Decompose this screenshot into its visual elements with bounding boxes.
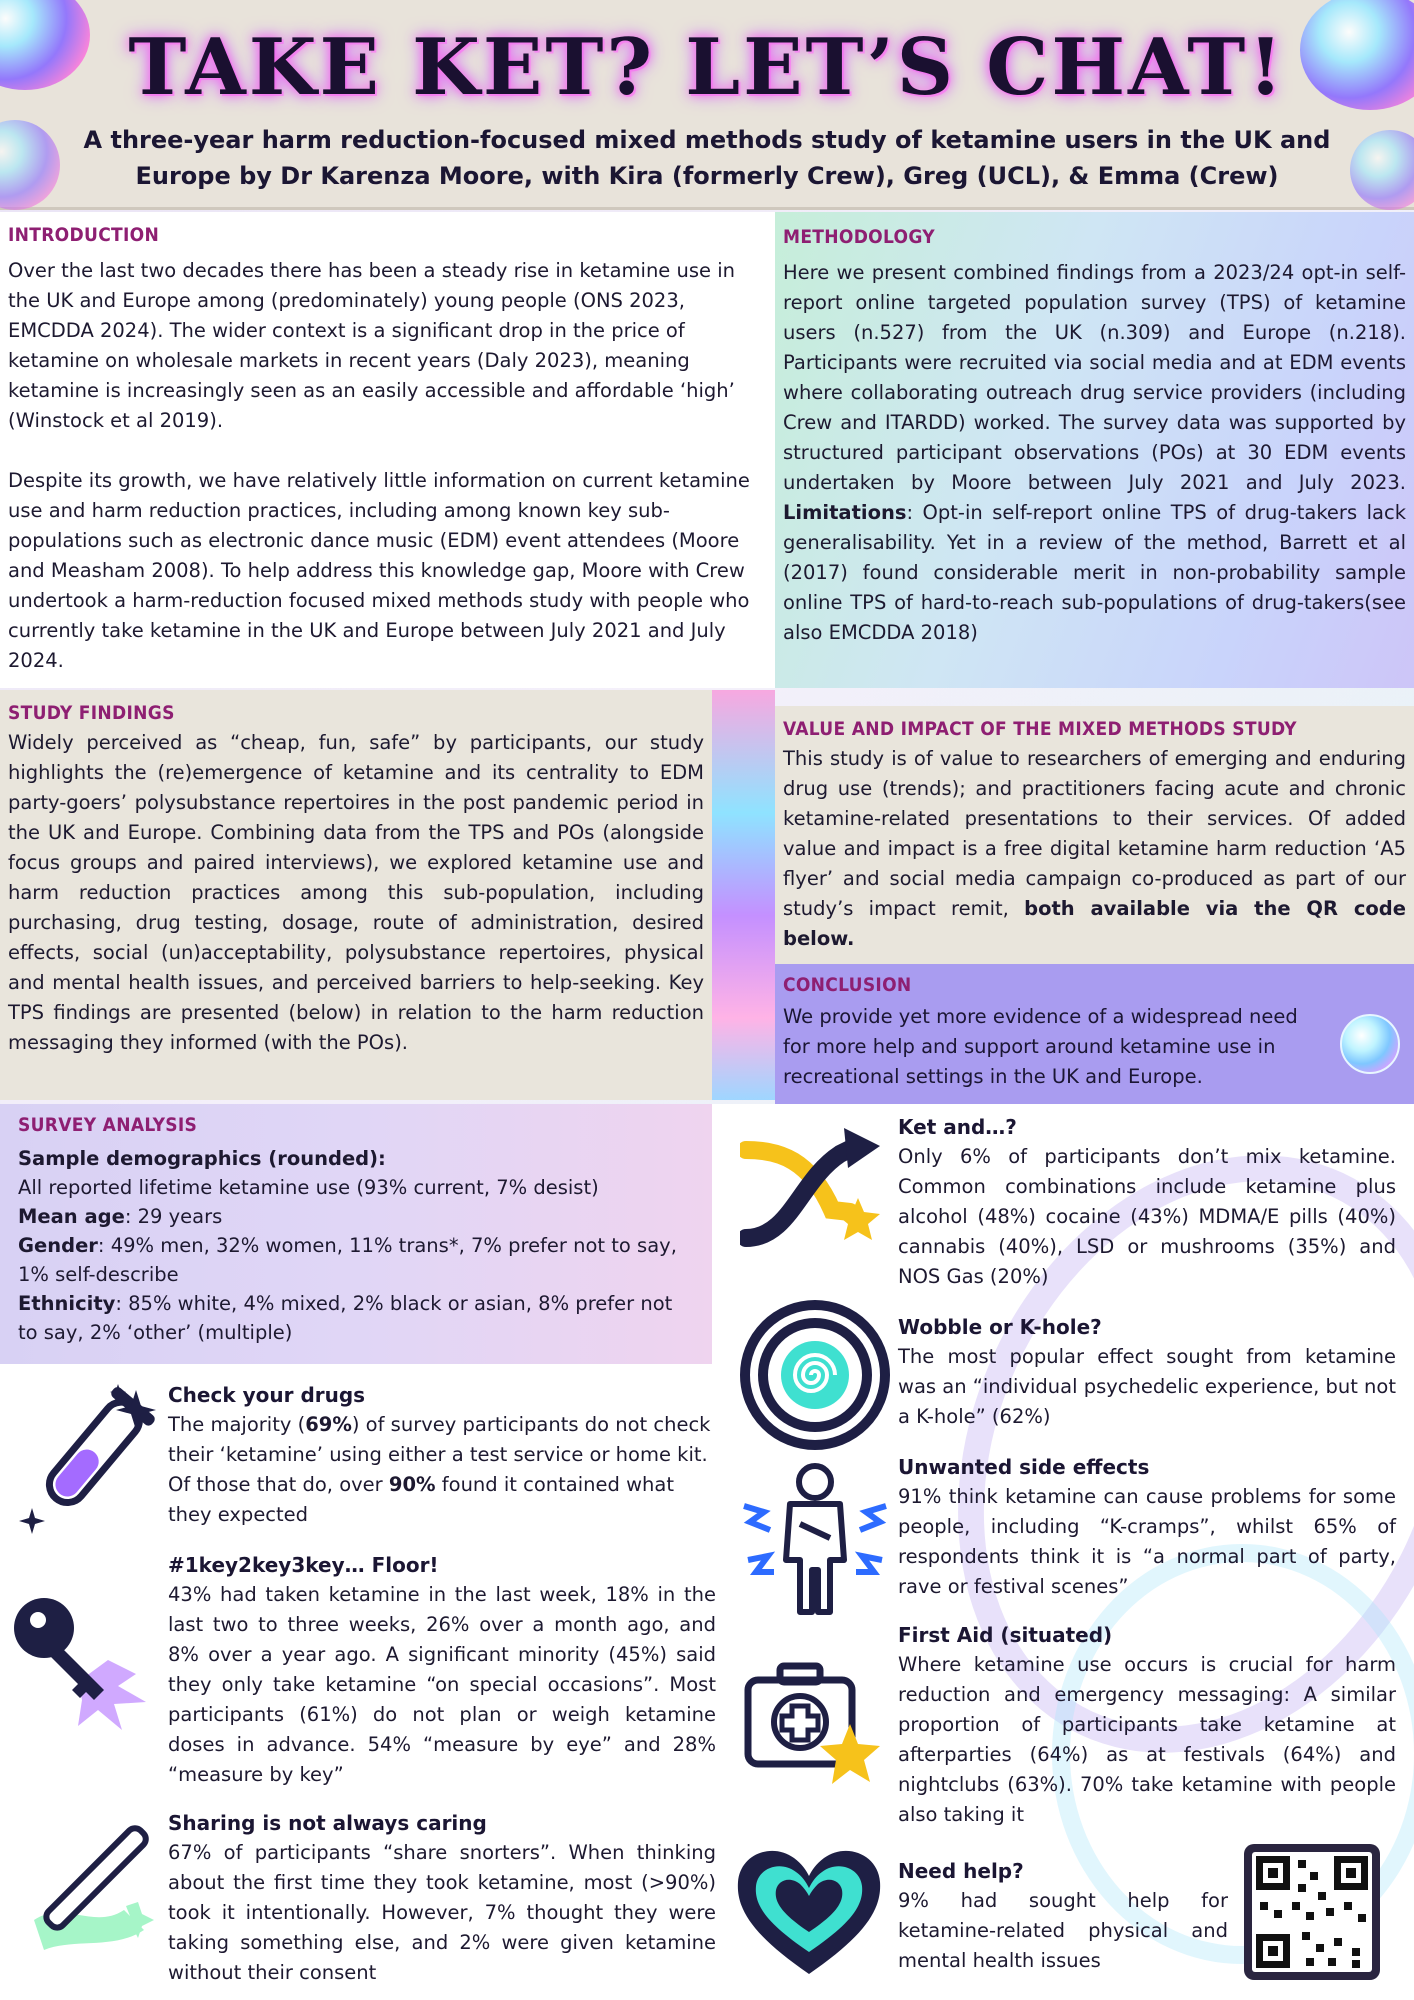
first-aid-text: Where ketamine use occurs is crucial for harm reduction and emergency messaging: A similar proportion of participants take ketamine at afterparties (64%) as at festivals (64%) and nightclubs (63%). 70% take ketamine with people also taking it [898, 1653, 1396, 1826]
ket-and-item [898, 1112, 1396, 1292]
value-impact-text: This study is of value to researchers of emerging and enduring drug use (trends); and practitioners facing acute and chronic ketamine-related presentations to their services. Of added value and impact is a free digital ketamine harm reduction ‘A5 flyer’ and social media campaign co-produced as part of our study’s impact remit, [783, 747, 1406, 920]
floor-item [168, 1550, 716, 1790]
check-text-b: 69% [305, 1413, 352, 1436]
value-impact-heading: VALUE AND IMPACT OF THE MIXED METHODS STUDY [783, 718, 1297, 740]
key-icon [8, 1590, 158, 1740]
need-help-title: Need help? [898, 1859, 1024, 1883]
qr-code[interactable] [1244, 1844, 1380, 1980]
person-cramp-icon [740, 1460, 890, 1620]
check-drugs-text [168, 1410, 716, 1530]
conclusion-section [775, 964, 1414, 1104]
shuffle-arrows-icon [740, 1120, 890, 1260]
poster-title: TAKE KET? LET’S CHAT! [128, 22, 1286, 113]
conclusion-paragraph: We provide yet more evidence of a widespread need for more help and support around ketamine use in recreational settings in the UK and Europe. [783, 1005, 1298, 1088]
methodology-text: Here we present combined findings from a 2023/24 opt-in self-report online targeted population survey (TPS) of ketamine users (n.527) from the UK (n.309) and Europe (n.218). Participants were recruited via social media and at EDM events where collaborating outreach drug service providers (including Crew and ITARDD) worked. The survey data was supported by structured participant observations (POs) at 30 EDM events undertaken by Moore between July 2021 and July 2023. [783, 261, 1406, 494]
ethnicity-label: Ethnicity [18, 1292, 116, 1315]
survey-analysis-section [0, 1104, 712, 1364]
value-impact-paragraph [783, 744, 1406, 954]
sharing-text: 67% of participants “share snorters”. When thinking about the first time they took ketamine, most (>90%) took it intentionally. However, 7% thought they were taking something else, and 2% were given ketamine without their consent [168, 1841, 716, 1984]
first-aid-title: First Aid (situated) [898, 1623, 1113, 1647]
wobble-text: The most popular effect sought from ketamine was an “individual psychedelic experience, but not a K-hole” (62%) [898, 1345, 1396, 1428]
check-text-d: 90% [388, 1473, 436, 1496]
holographic-decoration [712, 690, 775, 1100]
sharing-title: Sharing is not always caring [168, 1811, 487, 1835]
ket-and-text: Only 6% of participants don’t mix ketamine. Common combinations include ketamine plus alcohol (48%) cocaine (43%) MDMA/E pills (40%) cannabis (40%), LSD or mushrooms (35%) and NOS Gas (20%) [898, 1145, 1396, 1288]
demographics-ethnicity [18, 1289, 694, 1347]
side-effects-text: 91% think ketamine can cause problems for some people, including “K-cramps”, whilst 65% of respondents think it is “a normal part of party, rave or festival scenes” [898, 1485, 1396, 1598]
limitations-label: Limitations [783, 501, 907, 524]
straw-icon [14, 1810, 164, 1960]
methodology-paragraph [783, 258, 1406, 648]
check-drugs-item [168, 1380, 716, 1530]
poster-subtitle: A three-year harm reduction-focused mixed methods study of ketamine users in the UK and Europe by Dr Karenza Moore, with Kira (formerly Crew), Greg (UCL), & Emma (Crew) [83, 126, 1331, 190]
introduction-paragraph-1: Over the last two decades there has been a steady rise in ketamine use in the UK and Europe among (predominately) young people (ONS 2023, EMCDDA 2024). The wider context is a significant drop in the price of ketamine on wholesale markets in recent years (Daly 2023), meaning ketamine is increasingly seen as an easily accessible and affordable ‘high’ (Winstock et al 2019). [8, 259, 735, 432]
qr-code-pattern [1252, 1852, 1372, 1972]
need-help-text: 9% had sought help for ketamine-related physical and mental health issues [898, 1889, 1228, 1972]
limitations-text: : Opt-in self-report online TPS of drug-takers lack generalisability. Yet in a review of the method, Barrett et al (2017) found considerable merit in non-probability sample online TPS of hard-to-reach sub-populations of drug-takers(see also EMCDDA 2018) [783, 501, 1406, 644]
side-effects-item [898, 1452, 1396, 1602]
age-value: : 29 years [124, 1205, 223, 1228]
qr-callout: both available via the QR code below. [783, 897, 1406, 950]
gender-label: Gender [18, 1234, 98, 1257]
check-text-a: The majority ( [168, 1413, 306, 1436]
study-findings-section [0, 690, 712, 1100]
check-text-c: ) of survey participants do not check their ‘ketamine’ using either a test service or home kit. Of those that do, over [168, 1413, 711, 1496]
introduction-section [0, 212, 775, 688]
floor-text: 43% had taken ketamine in the last week, 18% in the last two to three weeks, 26% over a month ago, and 8% over a year ago. A significant minority (45%) said they only take ketamine “on special occasions”. Most participants (61%) do not plan or weigh ketamine doses in advance. 54% “measure by eye” and 28% “measure by key” [168, 1583, 716, 1786]
sharing-item [168, 1808, 716, 1988]
chrome-decoration-left-lower [0, 120, 60, 210]
spiral-icon [740, 1300, 890, 1450]
methodology-section [775, 212, 1414, 688]
side-effects-title: Unwanted side effects [898, 1455, 1150, 1479]
demographics-title [18, 1144, 694, 1173]
first-aid-kit-icon [740, 1650, 890, 1800]
check-drugs-title: Check your drugs [168, 1383, 366, 1407]
header-banner [0, 0, 1414, 210]
methodology-heading: METHODOLOGY [783, 226, 935, 248]
study-findings-heading: STUDY FINDINGS [8, 702, 175, 724]
ket-and-title: Ket and…? [898, 1115, 1017, 1139]
demographics-age [18, 1202, 694, 1231]
test-tube-icon [18, 1380, 158, 1540]
first-aid-item [898, 1620, 1396, 1830]
wobble-title: Wobble or K-hole? [898, 1315, 1102, 1339]
value-impact-section [775, 706, 1414, 964]
age-label: Mean age [18, 1205, 125, 1228]
floor-title: #1key2key3key… Floor! [168, 1553, 439, 1577]
conclusion-heading: CONCLUSION [783, 974, 912, 996]
gender-value: : 49% men, 32% women, 11% trans*, 7% prefer not to say, 1% self-describe [18, 1234, 677, 1286]
study-findings-paragraph: Widely perceived as “cheap, fun, safe” by participants, our study highlights the (re)emergence of ketamine and its centrality to EDM party-goers’ polysubstance repertoires in the post pandemic period in the UK and Europe. Combining data from the TPS and POs (alongside focus groups and paired interviews), we explored ketamine use and harm reduction practices among this sub-population, including purchasing, drug testing, dosage, route of administration, desired effects, social (un)acceptability, polysubstance repertoires, physical and mental health issues, and perceived barriers to help-seeking. Key TPS findings are presented (below) in relation to the harm reduction messaging they informed (with the POs). [8, 731, 704, 1054]
ethnicity-value: : 85% white, 4% mixed, 2% black or asian, 8% prefer not to say, 2% ‘other’ (multiple) [18, 1292, 673, 1344]
holographic-orb-icon [1340, 1014, 1400, 1074]
survey-analysis-heading: SURVEY ANALYSIS [18, 1114, 198, 1136]
check-text-e: found it contained what they expected [168, 1473, 674, 1526]
introduction-heading: INTRODUCTION [8, 224, 160, 246]
demographics-lifetime: All reported lifetime ketamine use (93% current, 7% desist) [18, 1176, 599, 1199]
need-help-item [898, 1856, 1228, 1976]
introduction-paragraph-2: Despite its growth, we have relatively little information on current ketamine use and harm reduction practices, including among known key sub-populations such as electronic dance music (EDM) event attendees (Moore and Measham 2008). To help address this knowledge gap, Moore with Crew undertook a harm-reduction focused mixed methods study with people who currently take ketamine in the UK and Europe between July 2021 and July 2024. [8, 469, 750, 672]
wobble-item [898, 1312, 1396, 1432]
chrome-decoration-right-lower [1350, 130, 1414, 210]
heart-icon [734, 1840, 884, 1980]
demographics-title-text: Sample demographics (rounded): [18, 1147, 386, 1170]
demographics-gender [18, 1231, 694, 1289]
